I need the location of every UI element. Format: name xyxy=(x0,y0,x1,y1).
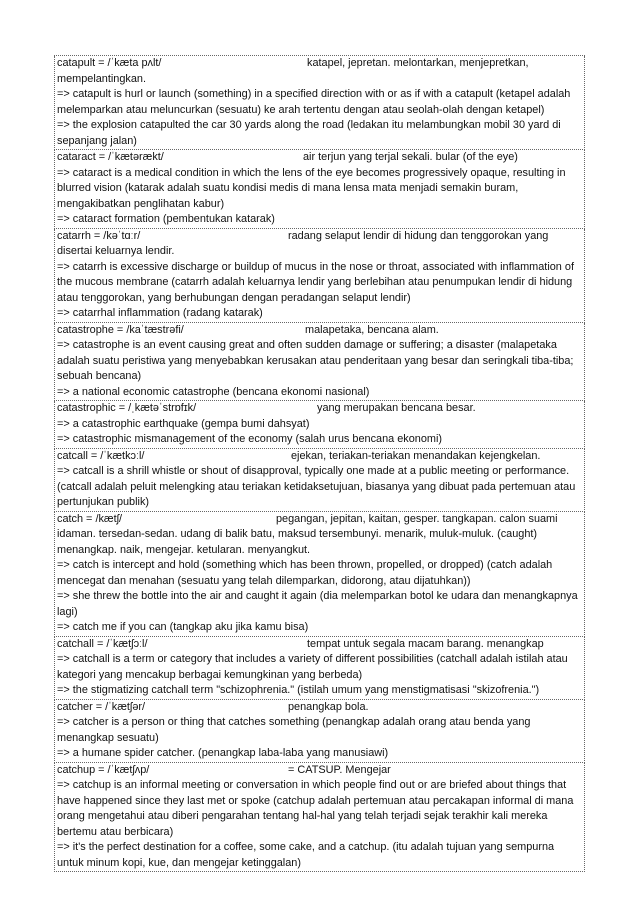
dictionary-entry xyxy=(54,401,585,449)
entry-text-line: => catch is intercept and hold (something which has been thrown, propelled, or dropped) (catch adalah xyxy=(57,559,553,571)
entry-text-line: menangkap sesuatu) xyxy=(57,731,159,744)
entry-text-line: mempelantingkan. xyxy=(57,72,146,85)
entry-text-line: pertunjukan publik) xyxy=(57,496,150,508)
entry-text-line: bertemu atau berbicara) xyxy=(57,825,174,838)
dictionary-entry xyxy=(54,229,585,323)
entry-text-line: => cataract is a medical condition in which the lens of the eye becomes progressively opaque, resulting in xyxy=(57,166,566,179)
entry-text-line: => catarrh is excessive discharge or buildup of mucus in the nose or throat, associated with inflammation of xyxy=(57,260,574,273)
entry-term: catcall = /ˈkætkɔːl/ xyxy=(57,449,145,462)
dictionary-document xyxy=(54,55,585,872)
entry-gloss: ejekan, teriakan-teriakan menandakan kejengkelan. xyxy=(291,449,541,462)
dictionary-entry xyxy=(54,512,585,637)
entry-text-line: blurred vision (katarak adalah suatu kondisi medis di mana lensa mata menjadi semakin buram, xyxy=(57,182,519,194)
dictionary-entry xyxy=(54,763,585,873)
entry-text-line: idaman. tersedan-sedan. udang di balik batu, maksud tersembunyi. menarik, muluk-muluk. (caught) xyxy=(57,528,538,540)
dictionary-entry xyxy=(54,637,585,700)
entry-text-line: => the stigmatizing catchall term "schizophrenia." (istilah umum yang menstigmatisasi "skizofrenia.") xyxy=(57,684,540,696)
entry-text-line: => the explosion catapulted the car 30 yards along the road (ledakan itu melambungkan mobil 30 yard di xyxy=(57,119,561,131)
dictionary-entry xyxy=(54,150,585,229)
entry-gloss: air terjun yang terjal sekali. bular (of the eye) xyxy=(303,151,518,163)
dictionary-entry xyxy=(54,56,585,150)
entry-gloss: yang merupakan bencana besar. xyxy=(317,402,476,414)
entry-text-line: => catastrophic mismanagement of the economy (salah urus bencana ekonomi) xyxy=(57,433,443,445)
entry-text-line: kategori yang mencakup berbagai kemungkinan yang berbeda) xyxy=(57,668,363,681)
entry-text-line: => catcher is a person or thing that catches something (penangkap adalah orang atau benda yang xyxy=(57,716,531,728)
entry-headword-line xyxy=(57,229,583,245)
entry-term: catchall = /ˈkætʃɔːl/ xyxy=(57,637,148,650)
entry-term: catarrh = /kəˈtɑːr/ xyxy=(57,229,141,242)
entry-text-line: => a humane spider catcher. (penangkap laba-laba yang manusiawi) xyxy=(57,747,389,759)
entry-text-line: lagi) xyxy=(57,605,78,618)
entry-gloss: radang selaput lendir di hidung dan tenggorokan yang xyxy=(288,229,549,242)
entry-headword-line xyxy=(57,637,583,653)
entry-text-line: mengakibatkan penglihatan kabur) xyxy=(57,197,225,210)
entry-term: catastrophic = /ˌkætəˈstrɒfɪk/ xyxy=(57,402,197,414)
entry-text-line: => catapult is hurl or launch (something) in a specified direction with or as if with a catapult (ketapel adalah xyxy=(57,88,571,100)
entry-text-line: menangkap. naik, mengejar. ketularan. menyangkut. xyxy=(57,543,311,556)
entry-text-line: adalah suatu peristiwa yang menyebabkan kerusakan atau penderitaan yang besar dan seringkali tiba-tiba; xyxy=(57,354,574,367)
entry-gloss: penangkap bola. xyxy=(288,700,369,713)
dictionary-entry xyxy=(54,449,585,512)
entry-term: catcher = /ˈkætʃər/ xyxy=(57,700,146,713)
entry-gloss: malapetaka, bencana alam. xyxy=(305,323,439,336)
entry-text-line: have happened since they last met or spoke (catchup adalah pertemuan atau percakapan informal di mana xyxy=(57,794,574,807)
entry-headword-line xyxy=(57,401,583,417)
entry-headword-line xyxy=(57,700,583,716)
entry-text-line: atau tenggorokan, yang berhubungan dengan peradangan selaput lendir) xyxy=(57,291,411,304)
entry-text-line: => cataract formation (pembentukan katarak) xyxy=(57,213,275,225)
entry-headword-line xyxy=(57,449,583,465)
entry-text-line: orang mengetahui atau diberi pengarahan tentang hal-hal yang telah terjadi sejak terakhir kali mereka xyxy=(57,810,548,822)
entry-term: cataract = /ˈkætərækt/ xyxy=(57,151,164,163)
entry-headword-line xyxy=(57,56,583,72)
entry-text-line: melemparkan atau meluncurkan (sesuatu) ke arah tertentu dengan atau seolah-olah dengan ketapel) xyxy=(57,103,545,116)
entry-text-line: => catch me if you can (tangkap aku jika kamu bisa) xyxy=(57,621,309,633)
entry-text-line: the mucous membrane (catarrh adalah keluarnya lendir yang berlebihan atau penumpukan lendir di hidung xyxy=(57,276,573,288)
entry-gloss: katapel, jepretan. melontarkan, menjepretkan, xyxy=(307,57,529,69)
dictionary-entry xyxy=(54,323,585,402)
entry-text-line: => she threw the bottle into the air and caught it again (dia melemparkan botol ke udara dan menangkapnya xyxy=(57,590,578,602)
entry-text-line: => it's the perfect destination for a coffee, some cake, and a catchup. (itu adalah tujuan yang sempurna xyxy=(57,841,555,853)
entry-term: catastrophe = /kaˈtæstrəfi/ xyxy=(57,323,184,336)
entry-gloss: tempat untuk segala macam barang. menangkap xyxy=(307,637,544,650)
entry-headword-line xyxy=(57,512,583,528)
entry-text-line: => catastrophe is an event causing great and often sudden damage or suffering; a disaster (malapetaka xyxy=(57,339,557,351)
entry-text-line: untuk minum kopi, kue, dan mengejar ketinggalan) xyxy=(57,856,301,869)
entry-text-line: mencegat dan menahan (sesuatu yang telah dilemparkan, didorong, atau dijatuhkan)) xyxy=(57,574,471,587)
entry-headword-line xyxy=(57,323,583,339)
entry-term: catapult = /ˈkæta pʌlt/ xyxy=(57,57,162,69)
entry-text-line: disertai keluarnya lendir. xyxy=(57,245,175,257)
entry-text-line: => catchall is a term or category that includes a variety of different possibilities (catchall adalah istilah atau xyxy=(57,653,568,665)
entry-term: catchup = /ˈkætʃʌp/ xyxy=(57,763,150,776)
entry-text-line: sebuah bencana) xyxy=(57,370,142,382)
entry-headword-line xyxy=(57,763,583,779)
entry-text-line: => catcall is a shrill whistle or shout of disapproval, typically one made at a public meeting or performance. xyxy=(57,465,570,477)
entry-text-line: => catchup is an informal meeting or conversation in which people find out or are briefed about things that xyxy=(57,779,567,791)
entry-text-line: (catcall adalah peluit melengking atau teriakan ketidaksetujuan, biasanya yang dibuat pada pertemuan atau xyxy=(57,480,576,493)
entry-gloss: = CATSUP. Mengejar xyxy=(288,763,391,776)
entry-headword-line xyxy=(57,150,583,166)
entry-term: catch = /kætʃ/ xyxy=(57,512,123,525)
entry-gloss: pegangan, jepitan, kaitan, gesper. tangkapan. calon suami xyxy=(276,512,558,525)
dictionary-entry xyxy=(54,700,585,763)
entry-text-line: => a national economic catastrophe (bencana ekonomi nasional) xyxy=(57,385,370,398)
entry-text-line: sepanjang jalan) xyxy=(57,134,137,147)
entry-text-line: => a catastrophic earthquake (gempa bumi dahsyat) xyxy=(57,417,310,430)
entry-text-line: => catarrhal inflammation (radang katarak) xyxy=(57,307,263,319)
